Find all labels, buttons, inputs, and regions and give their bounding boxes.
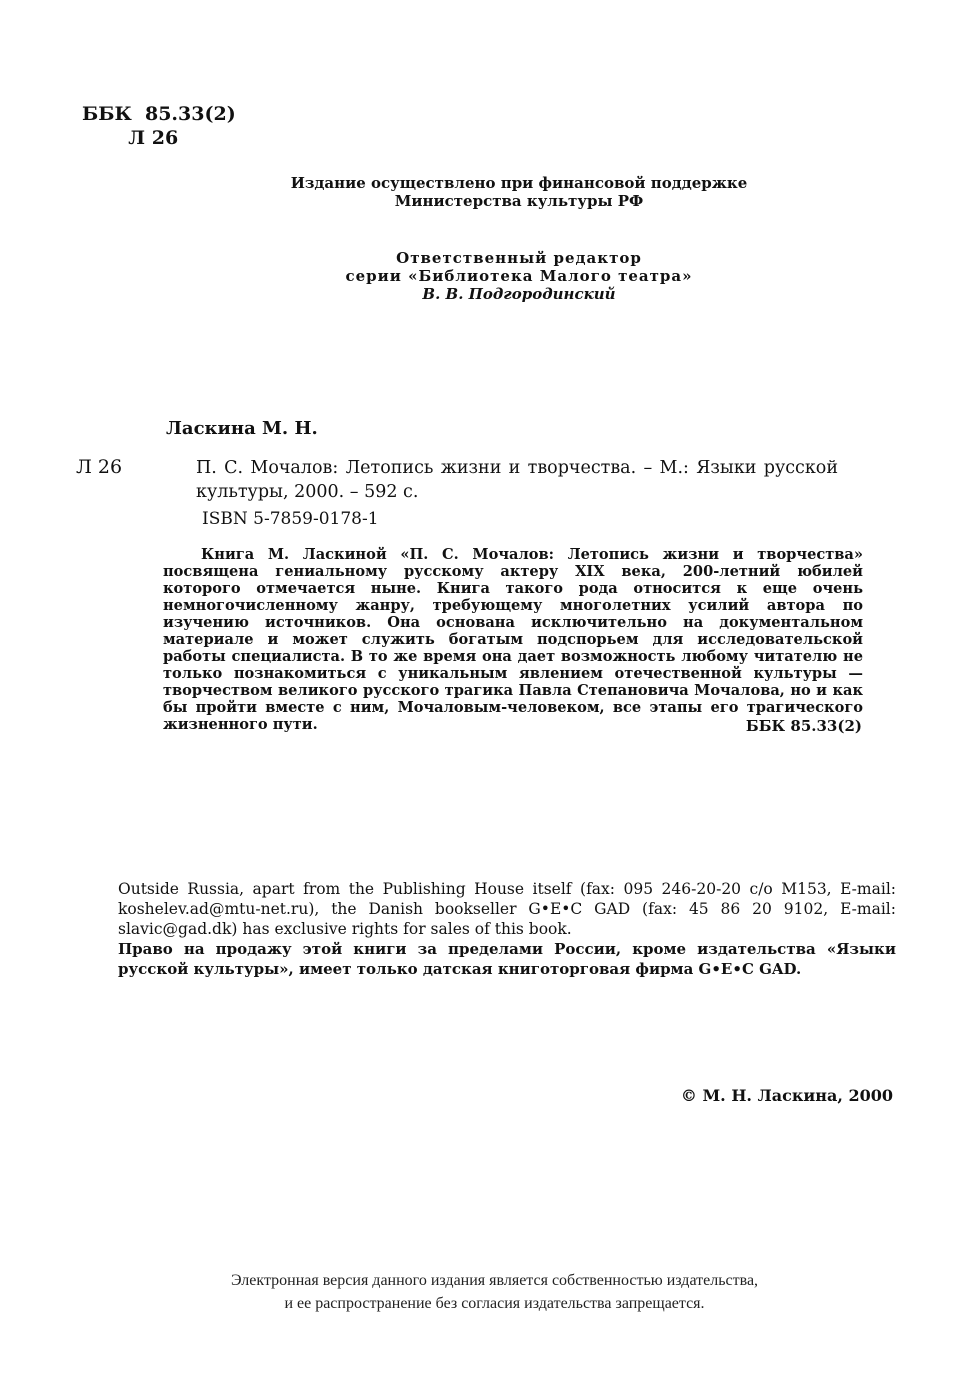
electronic-version-notice — [0, 1269, 969, 1315]
bibliographic-record: П. С. Мочалов: Летопись жизни и творчества. – М.: Языки русской культуры, 2000. – 592 с. — [196, 458, 838, 502]
rights-notice-russian: Право на продажу этой книги за пределами России, кроме издательства «Языки русской культуры», имеет только датская книготорговая фирма G•E•C GAD. — [118, 940, 896, 978]
bbk-index-bottom: ББК 85.33(2) — [745, 717, 862, 735]
bbk-index-top — [82, 102, 236, 150]
rights-notice-english: Outside Russia, apart from the Publishing House itself (fax: 095 246-20-20 c/o M153, E-mail: koshelev.ad@mtu-net.ru), the Danish bookseller G•E•C GAD (fax: 45 86 20 9102, E-mail: slavic@gad.dk) has exclusive rights for sales of this book. — [118, 880, 896, 938]
funding-note-line-2: Министерства культуры РФ — [394, 192, 644, 210]
copyright: © М. Н. Ласкина, 2000 — [680, 1086, 893, 1105]
series-editor — [0, 249, 969, 303]
electronic-notice-line-2: и ее распространение без согласия издательства запрещается. — [284, 1295, 705, 1312]
electronic-notice-line-1: Электронная версия данного издания является собственностью издательства, — [230, 1272, 759, 1289]
editor-name: В. В. Подгородинский — [422, 285, 616, 303]
annotation: Книга М. Ласкиной «П. С. Мочалов: Летопись жизни и творчества» посвящена гениальному русскому актеру XIX века, 200-летний юбилей которого отмечается ныне. Книга такого рода относится к еще очень немногочисленному жанру, требующему многолетних усилий автора по изучению источников. Она основана исключительно на документальном материале и может служить богатым подспорьем для исследовательской работы специалиста. В то же время она дает возможность любому читателю не только познакомиться с уникальным явлением отечественной культуры — творчеством великого русского трагика Павла Степановича Мочалова, но и как бы пройти вместе с ним, Мочаловым-человеком, все этапы его трагического жизненного пути. — [163, 546, 863, 733]
funding-note-line-1: Издание осуществлено при финансовой поддержке — [290, 174, 748, 192]
author-heading: Ласкина М. Н. — [166, 418, 318, 439]
bbk-index-line: ББК 85.33(2) — [82, 103, 236, 125]
author-mark: Л 26 — [76, 456, 123, 478]
funding-note — [0, 174, 969, 210]
isbn: ISBN 5-7859-0178-1 — [202, 509, 379, 529]
editor-role: Ответственный редактор — [396, 249, 642, 267]
author-mark-line: Л 26 — [82, 127, 179, 149]
series-name: серии «Библиотека Малого театра» — [345, 267, 693, 285]
